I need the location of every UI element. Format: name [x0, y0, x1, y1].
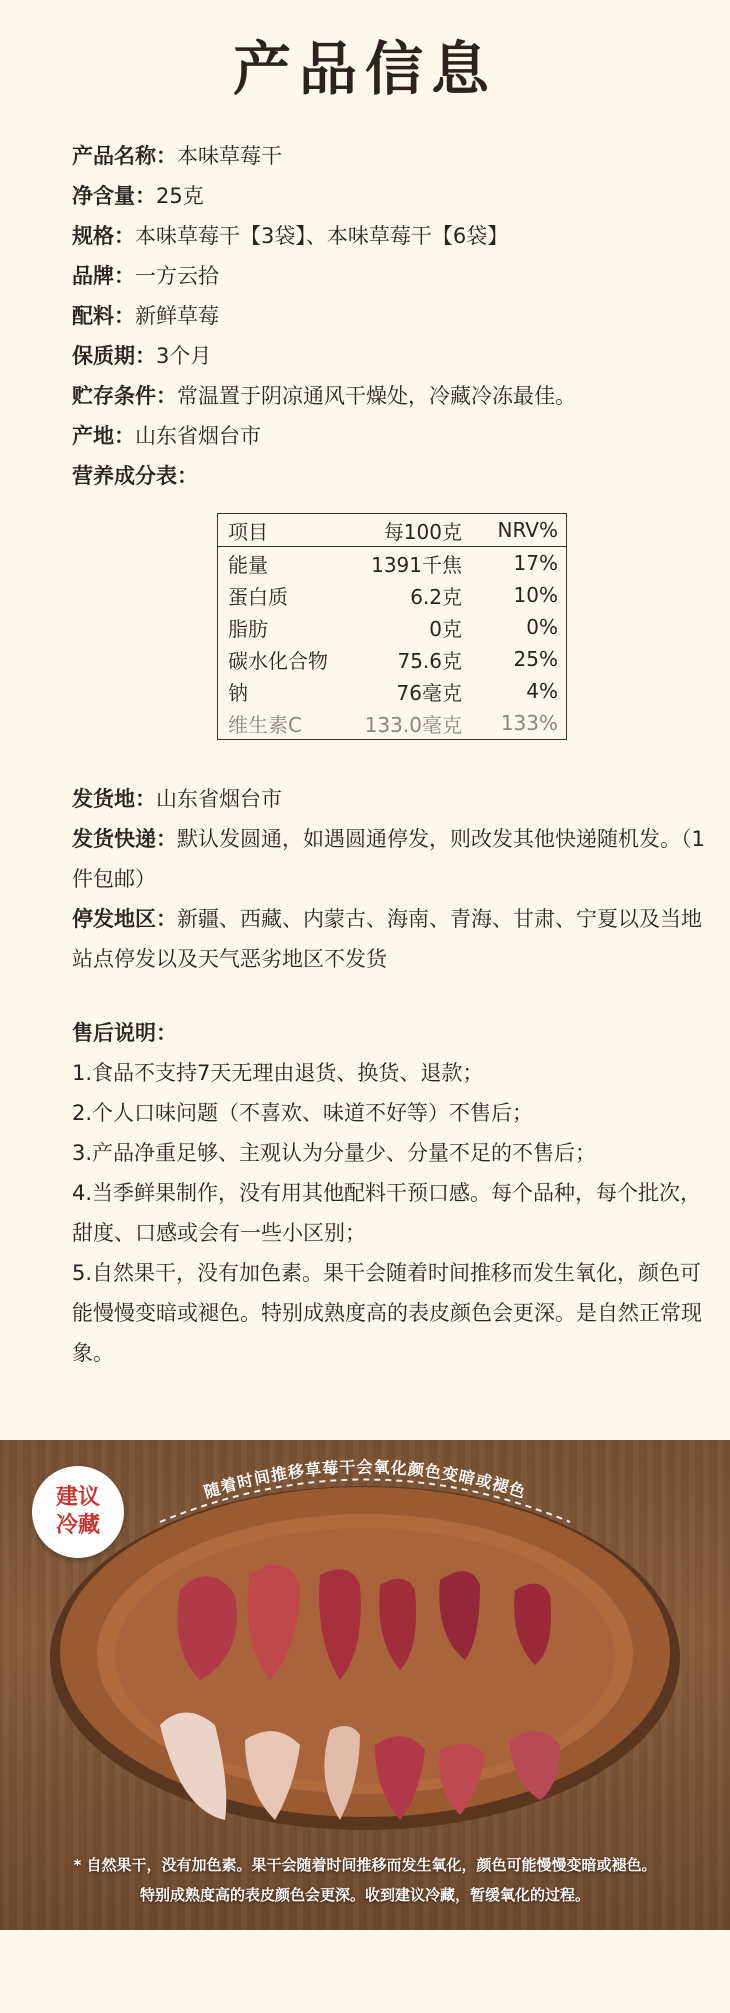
badge-line2: 冷藏 [55, 1513, 100, 1538]
nutrition-item: 脂肪 [228, 616, 268, 641]
info-row-storage: 贮存条件：常温置于阴凉通风干燥处，冷藏冷冻最佳。 [72, 384, 576, 408]
nutrition-header-row [218, 514, 567, 547]
nutrition-header-item: 项目 [218, 514, 345, 547]
nutrition-amount: 1391千焦 [371, 552, 462, 577]
caption-line1: * 自然果干，没有加色素。果干会随着时间推移而发生氧化，颜色可能慢慢变暗或褪色。 [73, 1856, 657, 1874]
after-sales-item: 3.产品净重足够、主观认为分量少、分量不足的不售后； [72, 1141, 597, 1165]
nutrition-nrv: 4% [526, 679, 558, 703]
page-title: 产品信息 [232, 35, 497, 103]
nutrition-item: 碳水化合物 [228, 648, 328, 673]
curve-text: 随着时间推移草莓干会氧化颜色变暗或褪色 [201, 1457, 529, 1502]
after-sales-section [72, 1013, 708, 1373]
nutrition-header-nrv: NRV% [468, 514, 567, 547]
nutrition-table [217, 513, 567, 740]
nutrition-amount: 0克 [429, 616, 462, 641]
nutrition-header-per100g: 每100克 [344, 514, 468, 547]
info-row-ingredients: 配料：新鲜草莓 [72, 304, 219, 328]
badge-line1: 建议 [55, 1485, 100, 1510]
nutrition-nrv: 17% [513, 551, 558, 575]
nutrition-item: 维生素C [228, 712, 302, 737]
nutrition-amount: 6.2克 [410, 584, 462, 609]
info-row-nutrition-label: 营养成分表： [72, 464, 198, 488]
info-row-name: 产品名称：本味草莓干 [72, 144, 282, 168]
shipping-stop-areas: 停发地区：新疆、西藏、内蒙古、海南、青海、甘肃、宁夏以及当地站点停发以及天气恶劣地区不发货 [72, 907, 702, 971]
after-sales-item: 1.食品不支持7天无理由退货、换货、退款； [72, 1061, 484, 1085]
info-row-spec: 规格：本味草莓干【3袋】、本味草莓干【6袋】 [72, 224, 509, 248]
shipping-courier: 发货快递：默认发圆通，如遇圆通停发，则改发其他快递随机发。（1件包邮） [72, 827, 705, 891]
nutrition-nrv: 133% [500, 711, 558, 735]
nutrition-nrv: 25% [513, 647, 558, 671]
nutrition-row [218, 611, 567, 643]
shipping-origin: 发货地：山东省烟台市 [72, 787, 282, 811]
after-sales-title: 售后说明： [72, 1021, 177, 1045]
nutrition-row [218, 547, 567, 580]
nutrition-row [218, 579, 567, 611]
info-row-shelf-life: 保质期：3个月 [72, 344, 212, 368]
after-sales-item: 2.个人口味问题（不喜欢、味道不好等）不售后； [72, 1101, 534, 1125]
strawberry-photo [0, 1440, 730, 1930]
refrigerate-badge [32, 1466, 124, 1558]
info-row-net-weight: 净含量：25克 [72, 184, 204, 208]
nutrition-item: 能量 [228, 552, 268, 577]
nutrition-amount: 76毫克 [396, 680, 462, 705]
nutrition-row [218, 643, 567, 675]
curved-label [130, 1440, 600, 1530]
info-row-origin: 产地：山东省烟台市 [72, 424, 261, 448]
nutrition-amount: 75.6克 [397, 648, 462, 673]
info-row-brand: 品牌：一方云拾 [72, 264, 219, 288]
photo-caption [0, 1850, 730, 1910]
nutrition-amount: 133.0毫克 [364, 712, 462, 737]
nutrition-row [218, 675, 567, 707]
product-info-list [72, 136, 692, 496]
after-sales-item: 4.当季鲜果制作，没有用其他配料干预口感。每个品种，每个批次，甜度、口感或会有一些小区别； [72, 1181, 702, 1245]
nutrition-nrv: 10% [513, 583, 558, 607]
after-sales-item: 5.自然果干，没有加色素。果干会随着时间推移而发生氧化，颜色可能慢慢变暗或褪色。特别成熟度高的表皮颜色会更深。是自然正常现象。 [72, 1261, 702, 1365]
caption-line2: 特别成熟度高的表皮颜色会更深。收到建议冷藏，暂缓氧化的过程。 [139, 1886, 590, 1904]
shipping-section [72, 779, 708, 979]
nutrition-item: 蛋白质 [228, 584, 288, 609]
nutrition-nrv: 0% [526, 615, 558, 639]
nutrition-row [218, 707, 567, 740]
nutrition-item: 钠 [228, 680, 248, 705]
